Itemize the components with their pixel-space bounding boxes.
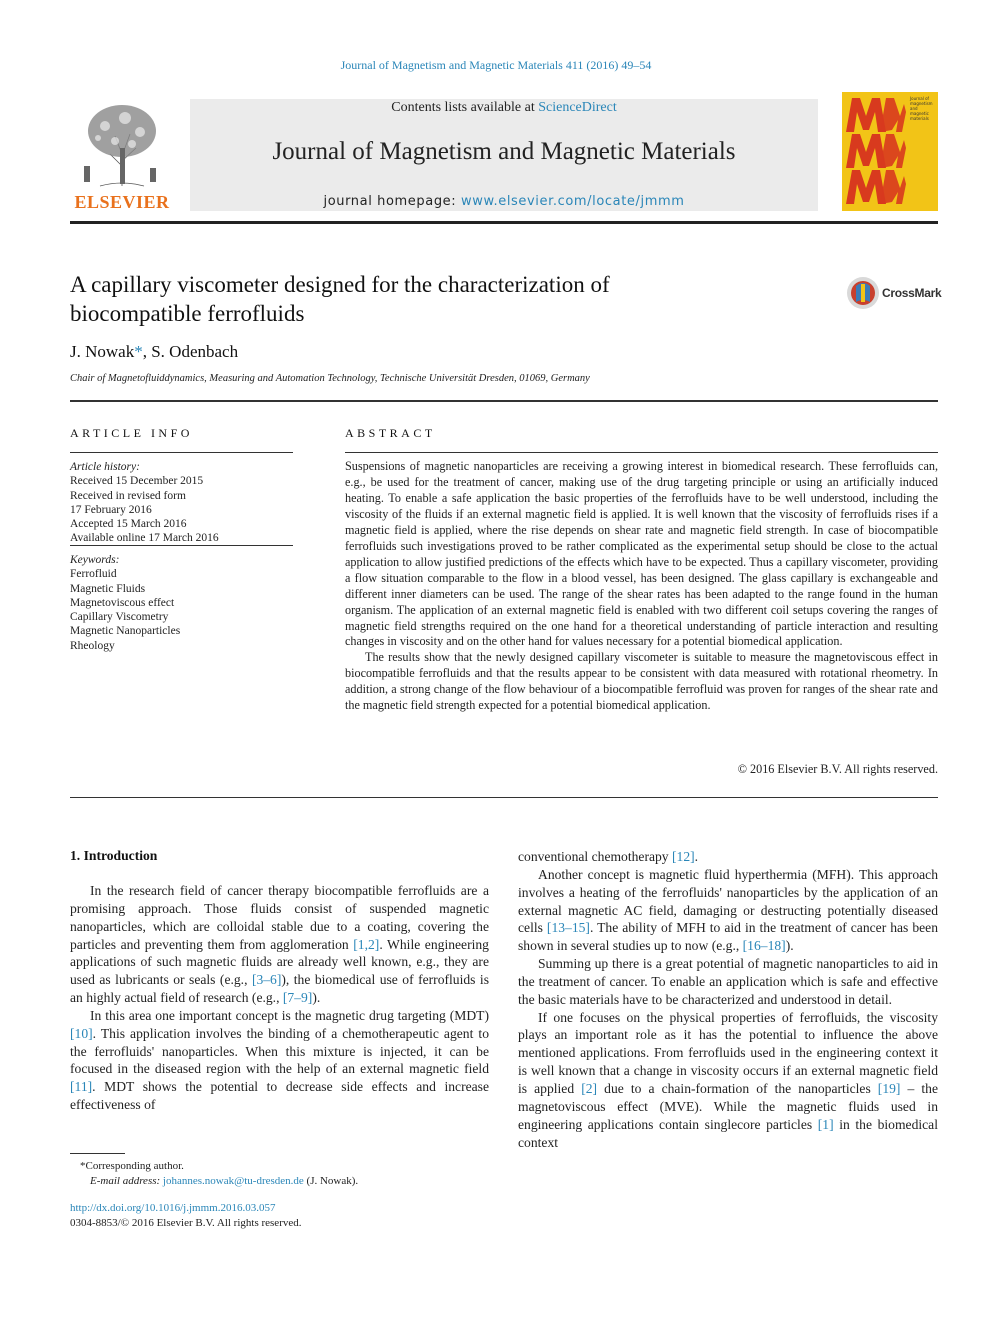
body-text: .	[694, 849, 699, 864]
journal-citation-link[interactable]: Journal of Magnetism and Magnetic Materials 411 (2016) 49–54	[340, 58, 652, 72]
doi-link[interactable]: http://dx.doi.org/10.1016/j.jmmm.2016.03.057	[70, 1202, 276, 1214]
abstract-paragraph-1: Suspensions of magnetic nanoparticles are receiving a growing interest in biomedical research. These ferrofluids can, e.g., be used for the treatment of cancer, making use of the drug targeting principle or using an artificially induced heating. To enable a safe application the basic properties of the ferrofluids have to be well understood, including the viscosity of the fluids if an external magnetic field is applied. It is well known that the viscosity of ferrofluids rises if a magnetic field is applied, where the rise depends on shear rate and magnetic field strength. In case of biocompatible ferrofluids such investigations proved to be rather complicated as the experimental setup should be close to the actual application to allow justified predictions of the effects which have to be expected. Thus a capillary viscometer, providing a flow situation comparable to the flow in a blood vessel, has been designed. The glass capillary is exchangeable and different inner diameters can be used. The range of the shear rates has been adapted to the range found in the human organism. The application of an external magnetic field is enabled with two different coil setups covering the ranges of magnetic field strengths required on the one hand for a theoretical understanding of particle interaction and resulting changes in viscosity and on the other hand for values necessary for a potential biomedical application.	[345, 459, 938, 649]
body-text: . This application involves the binding of a chemotherapeutic agent to the ferrofluids' nanoparticles. When this mixture is injected, it can be focused in the diseased region with the help of an external magnetic field	[70, 1025, 489, 1077]
journal-title: Journal of Magnetism and Magnetic Materials	[272, 138, 736, 165]
article-history	[70, 460, 293, 546]
journal-cover-thumbnail[interactable]	[842, 92, 938, 211]
history-online: Available online 17 March 2016	[70, 532, 219, 545]
body-text: ), the biomedical use of ferrofluids is an highly actual field of research (e.g.,	[70, 972, 489, 1006]
article-title-line-1: A capillary viscometer designed for the characterization of	[70, 272, 610, 297]
citation-reference-link[interactable]: [2]	[581, 1080, 598, 1096]
intro-paragraph-continued	[518, 848, 938, 866]
citation-reference-link[interactable]: [12]	[672, 849, 695, 864]
header-divider	[70, 221, 938, 224]
body-text: ).	[785, 938, 794, 954]
body-text: . MDT shows the potential to decrease side effects and increase effectiveness of	[70, 1079, 489, 1113]
history-received: Received 15 December 2015	[70, 475, 204, 488]
intro-paragraph	[518, 955, 938, 1009]
keyword-item: Magnetoviscous effect	[70, 596, 175, 609]
crossmark-icon[interactable]	[846, 276, 880, 310]
abstract-body	[345, 459, 938, 714]
author-list	[70, 342, 238, 362]
affiliation-divider	[70, 400, 938, 402]
abstract-heading: ABSTRACT	[345, 426, 436, 440]
journal-homepage-line	[190, 194, 818, 209]
body-text: Another concept is magnetic fluid hyperthermia (MFH). This approach involves a heating of the ferrofluids' nanoparticles by the application of an external magnetic AC field, damaging or destructing potentially diseased cells	[518, 866, 938, 936]
elsevier-wordmark: ELSEVIER	[74, 192, 170, 212]
article-title-line-2: biocompatible ferrofluids	[70, 301, 305, 326]
footnote-star: *	[80, 1160, 86, 1172]
body-text: In this area one important concept is the magnetic drug targeting (MDT)	[90, 1007, 489, 1023]
body-text: due to a chain-formation of the nanoparticles	[597, 1080, 878, 1096]
cover-journal-name: Journal of magnetism and magnetic materials	[910, 96, 933, 121]
intro-paragraph	[518, 866, 938, 955]
author-affiliation: Chair of Magnetofluiddynamics, Measuring and Automation Technology, Technische Universität Dresden, 01069, Germany	[70, 373, 590, 384]
intro-paragraph	[70, 882, 489, 1007]
contents-prefix: Contents lists available at	[391, 100, 539, 115]
body-text: in the biomedical context	[518, 1116, 938, 1150]
homepage-prefix: journal homepage:	[323, 194, 461, 209]
body-text: Summing up there is a great potential of magnetic nanoparticles to aid in the treatment of cancer. To enable an application which is safe and effective the basic materials have to be characterized and understood in detail.	[518, 956, 938, 1007]
article-info-heading: ARTICLE INFO	[70, 426, 193, 440]
contents-available-line	[190, 100, 818, 116]
author-odenbach: S. Odenbach	[151, 342, 239, 361]
article-history-label: Article history:	[70, 461, 140, 473]
keyword-item: Rheology	[70, 639, 115, 652]
keywords-list	[70, 553, 293, 653]
citation-reference-link[interactable]: [16–18]	[742, 938, 786, 954]
body-text: . While engineering applications of such magnetic fluids are already well known, e.g., they are used as lubricants or seals (e.g.,	[70, 936, 489, 988]
abstract-paragraph-2: The results show that the newly designed capillary viscometer is suitable to measure the magnetoviscous effect in biocompatible ferrofluids and that the results appear to be consistent with data measured with rotational rheometry. In addition, a strong change of the flow behaviour of a biocompatible ferrofluid was proven for ranges of the shear rate and the magnetic field strength expected for a potential biomedical application.	[345, 650, 938, 713]
corresponding-author-footnote	[70, 1159, 490, 1188]
body-column-right	[518, 848, 938, 1151]
introduction-heading: 1. Introduction	[70, 848, 158, 863]
sciencedirect-link[interactable]: ScienceDirect	[538, 100, 617, 115]
author-email-link[interactable]: johannes.nowak@tu-dresden.de	[162, 1174, 304, 1187]
doi-block	[70, 1201, 490, 1230]
citation-reference-link[interactable]: [7–9]	[282, 990, 313, 1006]
citation-reference-link[interactable]: [19]	[877, 1080, 901, 1096]
keyword-item: Magnetic Nanoparticles	[70, 625, 181, 638]
history-accepted: Accepted 15 March 2016	[70, 518, 187, 531]
author-separator: ,	[142, 342, 152, 361]
crossmark-label[interactable]: CrossMark	[882, 286, 942, 300]
citation-reference-link[interactable]: [11]	[70, 1079, 93, 1095]
abstract-bottom-divider	[70, 797, 938, 798]
body-text: ).	[312, 990, 321, 1006]
abstract-copyright: © 2016 Elsevier B.V. All rights reserved.	[737, 762, 938, 776]
body-text: In the research field of cancer therapy biocompatible ferrofluids are a promising approach. Those fluids consist of suspended magnetic nanoparticles, which are colloidal stable due to a coating, covering the particles and preventing them from agglomeration	[70, 883, 489, 952]
footnote-corresponding-text: Corresponding author.	[85, 1160, 184, 1172]
footnote-corresponding	[70, 1159, 490, 1174]
body-text: conventional chemotherapy	[518, 849, 673, 864]
corresponding-author-marker[interactable]: *	[134, 342, 143, 361]
citation-reference-link[interactable]: [1,2]	[353, 936, 380, 952]
abstract-divider	[345, 452, 938, 453]
body-text: – the magnetoviscous effect (MVE). While the magnetic fluids used in engineering applications contain singlecore particles	[518, 1080, 938, 1132]
footnote-divider	[70, 1153, 125, 1154]
author-nowak: J. Nowak	[70, 342, 135, 361]
footnote-email	[70, 1174, 490, 1189]
history-revised-label: Received in revised form	[70, 489, 186, 502]
keyword-item: Capillary Viscometry	[70, 611, 169, 624]
article-title	[70, 270, 770, 328]
keywords-label: Keywords:	[70, 554, 120, 566]
email-label: E-mail address:	[90, 1174, 163, 1187]
citation-reference-link[interactable]: [1]	[817, 1116, 834, 1132]
citation-reference-link[interactable]: [10]	[70, 1025, 93, 1041]
body-text: . The ability of MFH to aid in the treatment of cancer has been shown in several studies up to now (e.g.,	[518, 920, 939, 954]
citation-reference-link[interactable]: [13–15]	[546, 920, 590, 936]
email-suffix: (J. Nowak).	[303, 1174, 359, 1187]
history-revised-date: 17 February 2016	[70, 503, 152, 516]
keyword-item: Ferrofluid	[70, 568, 117, 581]
intro-paragraph	[70, 1007, 489, 1114]
issn-line: 0304-8853/© 2016 Elsevier B.V. All rights reserved.	[70, 1216, 302, 1229]
keywords-divider	[70, 545, 293, 546]
body-text: If one focuses on the physical properties of ferrofluids, the viscosity plays an important role as it has the potential to influence the above mentioned applications. From ferrofluids used in the engineering context it is well known that a change in viscosity occurs if an external magnetic field is applied	[518, 1009, 938, 1096]
journal-homepage-link[interactable]: www.elsevier.com/locate/jmmm	[461, 194, 685, 209]
citation-reference-link[interactable]: [3–6]	[251, 972, 282, 988]
article-info-divider	[70, 452, 293, 453]
body-column-left	[70, 882, 489, 1114]
intro-paragraph	[518, 1009, 938, 1152]
keyword-item: Magnetic Fluids	[70, 582, 146, 595]
